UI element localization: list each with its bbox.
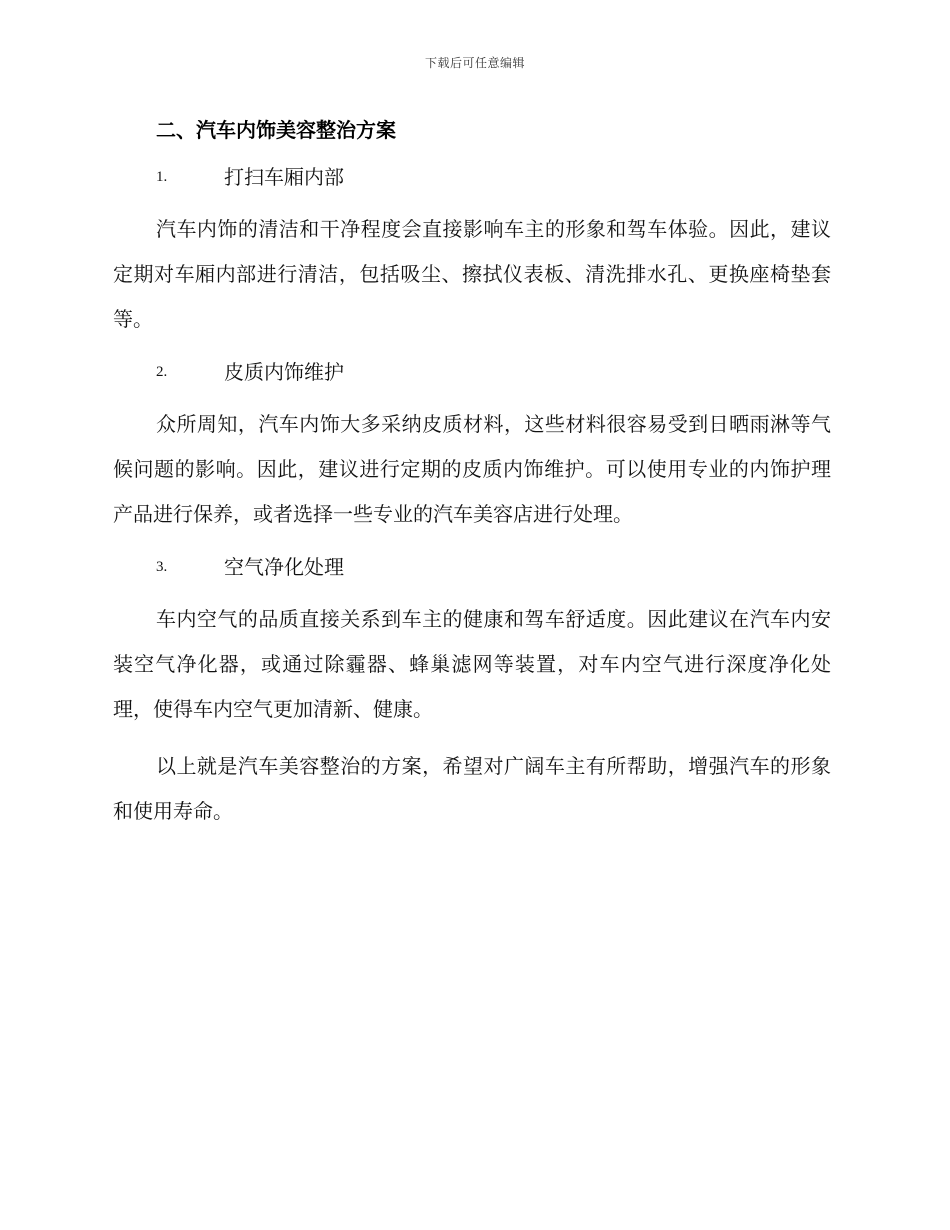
subheading-number: 3. (156, 559, 168, 575)
section-title: 二、汽车内饰美容整治方案 (156, 118, 396, 142)
paragraph-2: 众所周知，汽车内饰大多采纳皮质材料，这些材料很容易受到日晒雨淋等气候问题的影响。因此，建议进行定期的皮质内饰维护。可以使用专业的内饰护理产品进行保养，或者选择一些专业的汽车美容店进行处理。 (113, 412, 831, 526)
subheading-3 (156, 549, 831, 585)
subheading-2 (156, 354, 831, 390)
paragraph-3: 车内空气的品质直接关系到车主的健康和驾车舒适度。因此建议在汽车内安装空气净化器，或通过除霾器、蜂巢滤网等装置，对车内空气进行深度净化处理，使得车内空气更加清新、健康。 (113, 607, 831, 721)
conclusion-paragraph: 以上就是汽车美容整治的方案，希望对广阔车主有所帮助，增强汽车的形象和使用寿命。 (113, 754, 831, 823)
subheading-text: 皮质内饰维护 (224, 360, 344, 384)
subheading-1 (156, 159, 831, 195)
subheading-number: 2. (156, 364, 168, 380)
subheading-number: 1. (156, 169, 168, 185)
subheading-text: 打扫车厢内部 (224, 165, 344, 189)
page-header: 下载后可任意编辑 (424, 56, 525, 70)
subheading-text: 空气净化处理 (224, 555, 344, 579)
document-body (113, 112, 831, 834)
paragraph-1: 汽车内饰的清洁和干净程度会直接影响车主的形象和驾车体验。因此，建议定期对车厢内部进行清洁，包括吸尘、擦拭仪表板、清洗排水孔、更换座椅垫套等。 (113, 217, 831, 331)
